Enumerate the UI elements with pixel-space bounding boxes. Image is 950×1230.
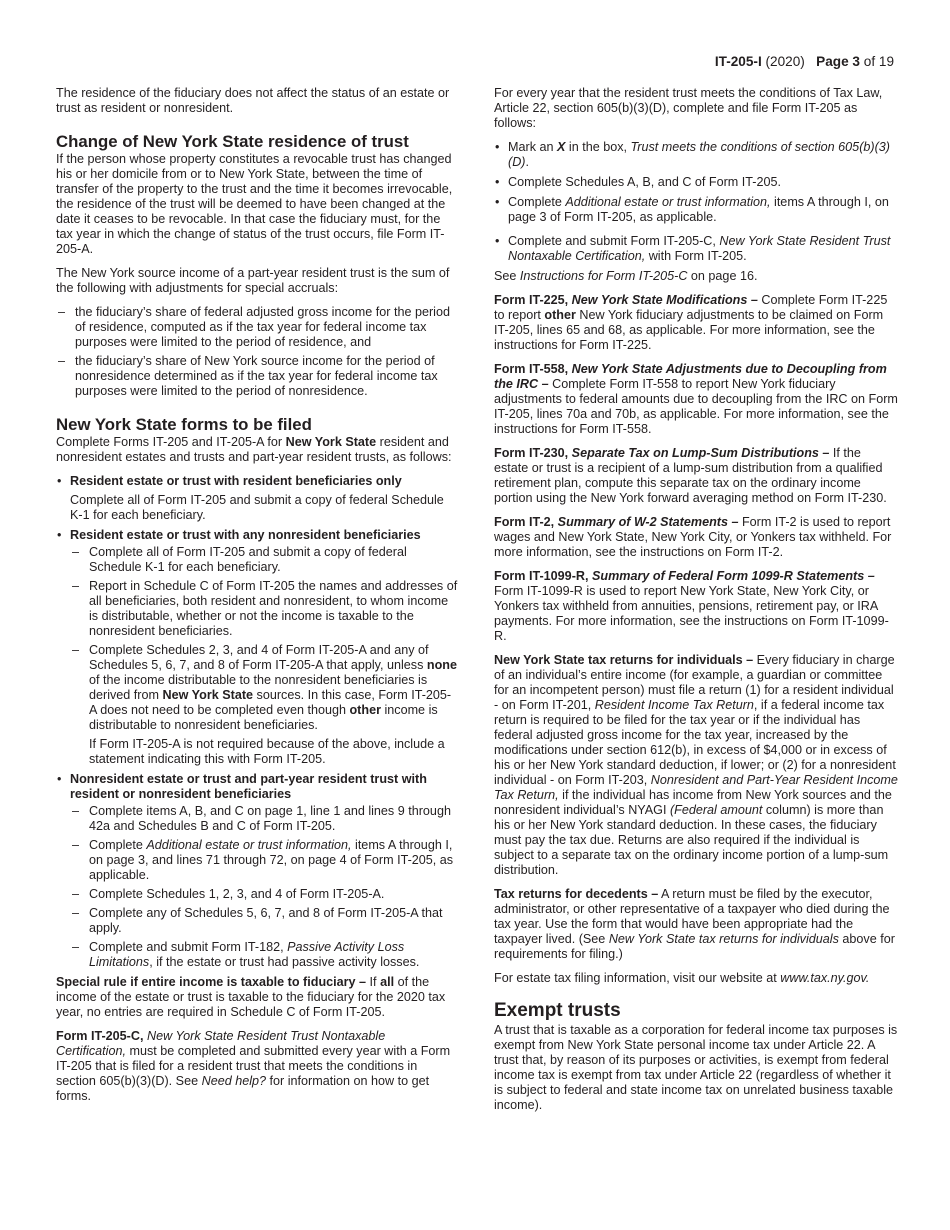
decedents-paragraph: Tax returns for decedents – A return must be filed by the executor, administrator, or other representative of a taxpayer who died during the tax year. Use the form that would have been appropriate had the taxpayer lived. (See New York State tax returns for individuals above for requirements for filing.): [494, 887, 895, 961]
list-item: – Complete and submit Form IT-182, Passive Activity Loss Limitations, if the estate or trust had passive activity losses.: [70, 940, 458, 970]
trust-steps-list: [494, 140, 898, 264]
list-item: – Complete items A, B, and C on page 1, line 1 and lines 9 through 42a and Schedules B and C of Form IT-205.: [70, 804, 458, 834]
forms-paragraph: Complete Forms IT-205 and IT-205-A for New York State resident and nonresident estates and trusts and part-year resident trusts, as follows:: [56, 435, 452, 464]
it225-paragraph: Form IT-225, New York State Modifications – Complete Form IT-225 to report other New York fiduciary adjustments to be claimed on Form IT-205, lines 65 and 68, as applicable. For more information, see the instructions for Form IT-225.: [494, 293, 888, 352]
every-year-paragraph: For every year that the resident trust meets the conditions of Tax Law, Article 22, section 605(b)(3)(D), complete and file Form IT-205 as follows:: [494, 86, 883, 130]
list-item: – Report in Schedule C of Form IT-205 the names and addresses of all beneficiaries, both resident and nonresident, to whom income is distributable, whether or not the income is taxable to the nonresident beneficiaries.: [70, 579, 458, 639]
list-item: [56, 474, 458, 523]
bullet-title: Nonresident estate or trust and part-year resident trust with resident or nonresident beneficiaries: [70, 772, 427, 801]
list-item: • Complete Schedules A, B, and C of Form IT-205.: [494, 175, 898, 190]
part-year-list: [56, 305, 458, 399]
list-item: – Complete Additional estate or trust information, items A through I, on page 3, and lines 71 through 72, on page 4 of Form IT-205, as applicable.: [70, 838, 458, 883]
estate-tax-paragraph: For estate tax filing information, visit our website at www.tax.ny.gov.: [494, 971, 870, 985]
bullet-title: Resident estate or trust with resident beneficiaries only: [70, 474, 402, 488]
form-year: (2020): [765, 54, 805, 69]
list-item: – the fiduciary’s share of federal adjusted gross income for the period of residence, computed as if the tax year for federal income tax purposes were limited to the period of residence, and: [56, 305, 458, 350]
change-residence-paragraph: If the person whose property constitutes a revocable trust has changed his or her domicile from or to New York State, between the time of transfer of the property to the trust and the time it becomes irrevocable, the residence of the trust will be deemed to have been changed at the date it ceases to be revocable. In that case the fiduciary must, for the tax year in which the change of status of the trust occurs, file Form IT-205-A.: [56, 152, 453, 256]
heading-exempt-trusts: Exempt trusts: [494, 1000, 621, 1021]
it2-paragraph: Form IT-2, Summary of W-2 Statements – Form IT-2 is used to report wages and New York State, New York City, or Yonkers tax withheld. For more information, see the instructions on Form IT-2.: [494, 515, 892, 559]
part-year-paragraph: The New York source income of a part-year resident trust is the sum of the following with adjustments for special accruals:: [56, 266, 450, 295]
it230-paragraph: Form IT-230, Separate Tax on Lump-Sum Distributions – If the estate or trust is a recipient of a lump-sum distribution from a qualified retirement plan, compute this separate tax on the ordinary income portion using the New York forward averaging method on Form IT-230.: [494, 446, 887, 505]
list-item: • Mark an X in the box, Trust meets the conditions of section 605(b)(3)(D).: [494, 140, 898, 170]
page-header: [715, 54, 894, 70]
list-item: – the fiduciary’s share of New York source income for the period of nonresidence determined as if the tax year for federal income tax purposes were limited to the period of nonresidence.: [56, 354, 458, 399]
exempt-trusts-paragraph: A trust that is taxable as a corporation for federal income tax purposes is exempt from New York State personal income tax under Article 22. A trust that, by reason of its purposes or activities, is exempt from federal income tax is exempt from tax under Article 22 (regardless of whether it is subject to federal and state income tax on unrelated business taxable income).: [494, 1023, 898, 1112]
continuation-text: If Form IT-205-A is not required because of the above, include a statement indicating this with Form IT-205.: [89, 737, 445, 766]
page-total: of 19: [863, 54, 894, 69]
see-instructions-paragraph: See Instructions for Form IT-205-C on page 16.: [494, 269, 758, 283]
sub-list: [70, 804, 458, 970]
list-item: – Complete all of Form IT-205 and submit a copy of federal Schedule K-1 for each beneficiary.: [70, 545, 458, 575]
it1099r-paragraph: Form IT-1099-R, Summary of Federal Form 1099-R Statements – Form IT-1099-R is used to report New York State, New York City, or Yonkers tax withheld from annuities, pensions, retirement pay, or IRA payments. For more information, see the instructions on Form IT-1099-R.: [494, 569, 889, 643]
it205c-paragraph: Form IT-205-C, New York State Resident Trust Nontaxable Certification, must be completed and submitted every year with a Form IT-205 that is filed for a resident trust that meets the conditions in section 605(b)(3)(D). See Need help? for information on how to get forms.: [56, 1029, 451, 1103]
bullet-title: Resident estate or trust with any nonresident beneficiaries: [70, 528, 421, 542]
list-item: • Complete and submit Form IT-205-C, New York State Resident Trust Nontaxable Certification, with Form IT-205.: [494, 234, 898, 264]
form-id: IT-205-I: [714, 54, 762, 69]
intro-paragraph: The residence of the fiduciary does not affect the status of an estate or trust as resident or nonresident.: [56, 86, 450, 115]
list-item: – Complete Schedules 1, 2, 3, and 4 of Form IT-205-A.: [70, 887, 458, 902]
list-item: – Complete any of Schedules 5, 6, 7, and 8 of Form IT-205-A that apply.: [70, 906, 458, 936]
special-rule-paragraph: Special rule if entire income is taxable to fiduciary – If all of the income of the estate or trust is taxable to the fiduciary for the 2020 tax year, no entries are required in Schedule C of Form IT-205.: [56, 975, 446, 1019]
right-column: [494, 86, 898, 1122]
list-item: [56, 528, 458, 767]
list-item: • Complete Additional estate or trust information, items A through I, on page 3 of Form IT-205, as applicable.: [494, 195, 898, 225]
list-item: – Complete Schedules 2, 3, and 4 of Form IT-205-A and any of Schedules 5, 6, 7, and 8 of Form IT-205-A that apply, unless none of the income distributable to the nonresident beneficiaries is derived from New York State sources. In this case, Form IT-205-A does not need to be completed even though other income is distributable to nonresident beneficiaries. If Form IT-205-A is not required because of the above, include a statement indicating this with Form IT-205.: [70, 643, 458, 767]
page-number: Page 3: [816, 54, 860, 69]
list-item: [56, 772, 458, 970]
bullet-text: Complete all of Form IT-205 and submit a copy of federal Schedule K-1 for each beneficiary.: [70, 493, 444, 522]
heading-forms-to-be-filed: New York State forms to be filed: [56, 415, 312, 434]
it558-paragraph: Form IT-558, New York State Adjustments due to Decoupling from the IRC – Complete Form IT-558 to report New York fiduciary adjustments to federal amounts due to decoupling from the IRC on Form IT-205, lines 70a and 70b, as applicable. For more information, see the instructions for Form IT-558.: [494, 362, 898, 436]
individual-returns-paragraph: New York State tax returns for individuals – Every fiduciary in charge of an individual’s entire income (for example, a guardian or committee for an incompetent person) must file a return (1) for a resident individual - on Form IT-201, Resident Income Tax Return, if a federal income tax return is required to be filed for the tax year or if the individual has federal adjusted gross income for the tax year, increased by the modifications under section 612(b), in excess of $4,000 or in excess of his or her New York standard deduction, if lower; or (2) for a nonresident individual - on Form IT-203, Nonresident and Part-Year Resident Income Tax Return, if the individual has income from New York sources and the nonresident individual’s NYAGI (Federal amount column) is more than his or her New York standard deduction. In these cases, the fiduciary must pay the tax due. Returns are also required if the individual is subject to a separate tax on the ordinary income portion of a lump-sum distribution.: [494, 653, 898, 877]
heading-change-residence: Change of New York State residence of trust: [56, 132, 409, 151]
filing-categories-list: [56, 474, 458, 970]
website-link[interactable]: www.tax.ny.gov.: [780, 971, 870, 985]
left-column: [56, 86, 458, 1113]
sub-list: [70, 545, 458, 767]
